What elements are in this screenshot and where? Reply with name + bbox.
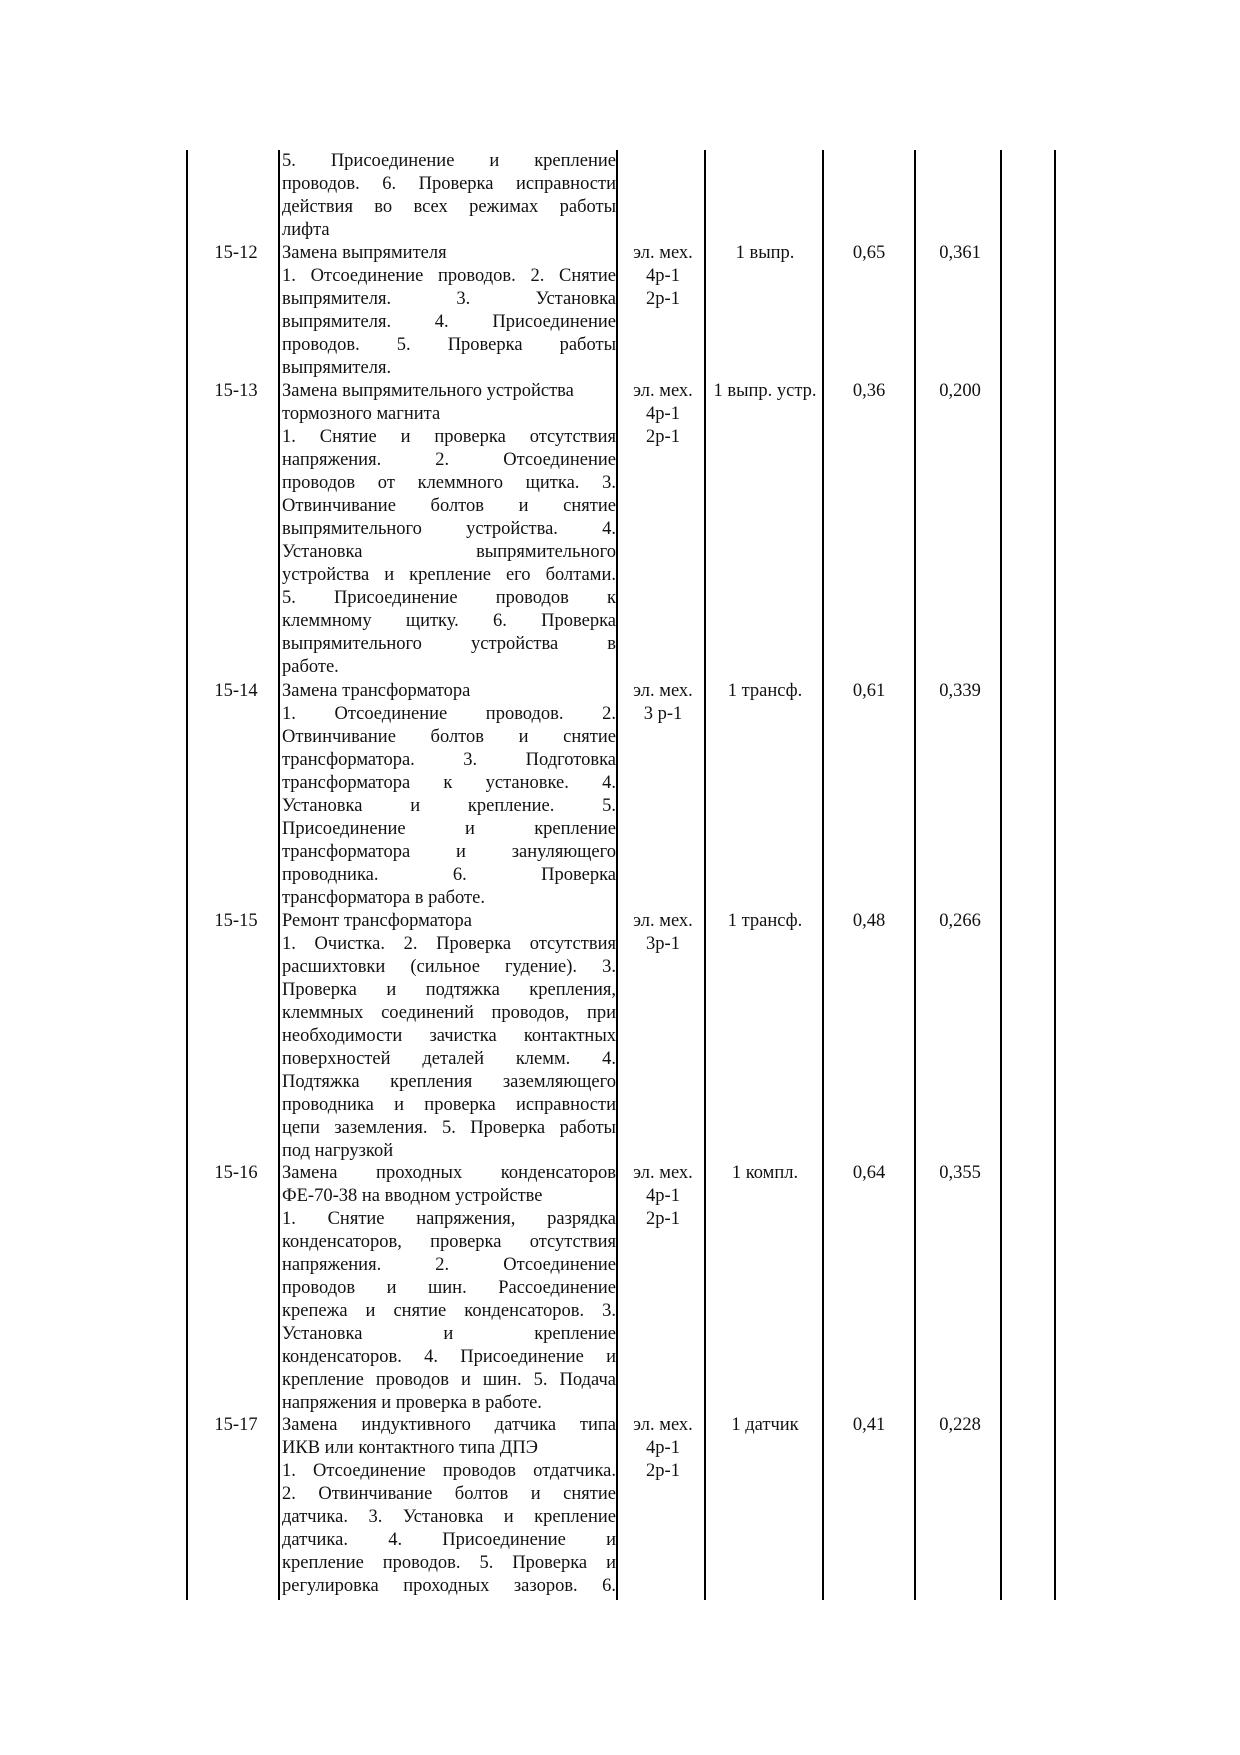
- crew-line: 3 р-1: [643, 704, 683, 724]
- measure-unit: 1 компл.: [731, 1163, 799, 1183]
- executor-crew: [619, 380, 707, 449]
- cost-value: 0,361: [939, 243, 981, 263]
- text-line: Установка выпрямительного: [282, 542, 616, 562]
- text-line: трансформатора и зануляющего: [282, 842, 616, 862]
- text-line: 1. Снятие напряжения, разрядка: [282, 1209, 616, 1229]
- text-line: трансформатора в работе.: [282, 888, 485, 908]
- executor-crew: [619, 680, 707, 726]
- text-line: устройства и крепление его болтами.: [282, 565, 616, 585]
- text-line: проводов и шин. Рассоединение: [282, 1278, 616, 1298]
- crew-line: эл. мех.: [633, 1415, 693, 1435]
- text-line: проводника. 6. Проверка: [282, 865, 616, 885]
- work-description: [282, 1162, 616, 1415]
- row-number: 15-13: [214, 381, 258, 401]
- text-line: Замена выпрямительного устройства: [282, 381, 574, 401]
- text-line: Отвинчивание болтов и снятие: [282, 727, 616, 747]
- measure-unit: 1 выпр. устр.: [713, 381, 817, 401]
- text-line: проводов. 6. Проверка исправности: [282, 174, 616, 194]
- text-line: расшихтовки (сильное гудение). 3.: [282, 957, 616, 977]
- crew-line: 4р-1: [646, 266, 680, 286]
- text-line: ИКВ или контактного типа ДПЭ: [282, 1438, 538, 1458]
- text-line: напряжения. 2. Отсоединение: [282, 450, 616, 470]
- measure-unit: 1 выпр.: [735, 243, 795, 263]
- text-line: Замена индуктивного датчика типа: [282, 1415, 616, 1435]
- work-description: [282, 680, 616, 910]
- column-border: [1054, 150, 1056, 1600]
- text-line: лифта: [282, 220, 330, 240]
- cost-value: 0,228: [939, 1415, 981, 1435]
- text-line: ФЕ-70-38 на вводном устройстве: [282, 1186, 543, 1206]
- cost-value: 0,266: [939, 911, 981, 931]
- row-number: 15-16: [214, 1163, 258, 1183]
- text-line: Замена трансформатора: [282, 681, 471, 701]
- text-line: 1. Очистка. 2. Проверка отсутствия: [282, 934, 616, 954]
- text-line: 5. Присоединение и крепление: [282, 151, 616, 171]
- text-line: Отвинчивание болтов и снятие: [282, 496, 616, 516]
- time-norm: 0,41: [852, 1415, 886, 1435]
- text-line: цепи заземления. 5. Проверка работы: [282, 1118, 616, 1138]
- column-border: [704, 150, 706, 1600]
- text-line: датчика. 4. Присоединение и: [282, 1530, 616, 1550]
- column-border: [914, 150, 916, 1600]
- crew-line: эл. мех.: [633, 1163, 693, 1183]
- time-norm: 0,48: [852, 911, 886, 931]
- work-description: [282, 910, 616, 1163]
- text-line: выпрямителя.: [282, 358, 392, 378]
- executor-crew: [619, 1162, 707, 1231]
- text-line: проводника и проверка исправности: [282, 1095, 616, 1115]
- executor-crew: [619, 1414, 707, 1483]
- text-line: 1. Отсоединение проводов. 2. Снятие: [282, 266, 616, 286]
- work-description: [282, 380, 616, 679]
- text-line: Установка и крепление. 5.: [282, 796, 616, 816]
- text-line: датчика. 3. Установка и крепление: [282, 1507, 616, 1527]
- column-border: [822, 150, 824, 1600]
- row-number: 15-14: [214, 681, 258, 701]
- text-line: под нагрузкой: [282, 1141, 394, 1161]
- cost-value: 0,355: [939, 1163, 981, 1183]
- executor-crew: [619, 910, 707, 956]
- work-description: [282, 242, 616, 380]
- crew-line: эл. мех.: [633, 243, 693, 263]
- row-number: 15-12: [214, 243, 258, 263]
- crew-line: 2р-1: [646, 427, 680, 447]
- column-border: [1000, 150, 1002, 1600]
- text-line: 2. Отвинчивание болтов и снятие: [282, 1484, 616, 1504]
- text-line: конденсаторов, проверка отсутствия: [282, 1232, 616, 1252]
- time-norm: 0,36: [852, 381, 886, 401]
- measure-unit: 1 трансф.: [727, 911, 803, 931]
- text-line: крепежа и снятие конденсаторов. 3.: [282, 1301, 616, 1321]
- crew-line: 2р-1: [646, 289, 680, 309]
- row-number: 15-15: [214, 911, 258, 931]
- text-line: Установка и крепление: [282, 1324, 616, 1344]
- crew-line: 4р-1: [646, 404, 680, 424]
- text-line: Присоединение и крепление: [282, 819, 616, 839]
- crew-line: 3р-1: [646, 934, 680, 954]
- executor-crew: [619, 242, 707, 311]
- crew-line: 2р-1: [646, 1209, 680, 1229]
- text-line: клеммному щитку. 6. Проверка: [282, 611, 616, 631]
- text-line: проводов от клеммного щитка. 3.: [282, 473, 616, 493]
- crew-line: 4р-1: [646, 1186, 680, 1206]
- measure-unit: 1 датчик: [731, 1415, 799, 1435]
- text-line: выпрямителя. 3. Установка: [282, 289, 616, 309]
- text-line: выпрямителя. 4. Присоединение: [282, 312, 616, 332]
- measure-unit: 1 трансф.: [727, 681, 803, 701]
- text-line: Ремонт трансформатора: [282, 911, 473, 931]
- column-border: [278, 150, 280, 1600]
- text-line: 5. Присоединение проводов к: [282, 588, 616, 608]
- text-line: выпрямительного устройства в: [282, 634, 616, 654]
- text-line: поверхностей деталей клемм. 4.: [282, 1049, 616, 1069]
- time-norm: 0,61: [852, 681, 886, 701]
- text-line: 1. Отсоединение проводов отдатчика.: [282, 1461, 616, 1481]
- column-border: [616, 150, 618, 1600]
- cost-value: 0,339: [939, 681, 981, 701]
- text-line: необходимости зачистка контактных: [282, 1026, 616, 1046]
- text-line: клеммных соединений проводов, при: [282, 1003, 616, 1023]
- text-line: проводов. 5. Проверка работы: [282, 335, 616, 355]
- time-norm: 0,64: [852, 1163, 886, 1183]
- text-line: 1. Снятие и проверка отсутствия: [282, 427, 616, 447]
- crew-line: эл. мех.: [633, 381, 693, 401]
- cost-value: 0,200: [939, 381, 981, 401]
- text-line: Замена проходных конденсаторов: [282, 1163, 616, 1183]
- text-line: крепление проводов. 5. Проверка и: [282, 1553, 616, 1573]
- text-line: регулировка проходных зазоров. 6.: [282, 1576, 616, 1596]
- text-line: крепление проводов и шин. 5. Подача: [282, 1370, 616, 1390]
- text-line: Замена выпрямителя: [282, 243, 447, 263]
- text-line: напряжения. 2. Отсоединение: [282, 1255, 616, 1275]
- text-line: 1. Отсоединение проводов. 2.: [282, 704, 616, 724]
- continued-description: [282, 150, 616, 242]
- text-line: работе.: [282, 657, 339, 677]
- row-number: 15-17: [214, 1415, 258, 1435]
- text-line: напряжения и проверка в работе.: [282, 1393, 542, 1413]
- crew-line: эл. мех.: [633, 911, 693, 931]
- crew-line: эл. мех.: [633, 681, 693, 701]
- text-line: действия во всех режимах работы: [282, 197, 616, 217]
- work-description: [282, 1414, 616, 1598]
- column-border: [186, 150, 188, 1600]
- crew-line: 4р-1: [646, 1438, 680, 1458]
- text-line: Подтяжка крепления заземляющего: [282, 1072, 616, 1092]
- text-line: конденсаторов. 4. Присоединение и: [282, 1347, 616, 1367]
- text-line: выпрямительного устройства. 4.: [282, 519, 616, 539]
- text-line: Проверка и подтяжка крепления,: [282, 980, 616, 1000]
- time-norm: 0,65: [852, 243, 886, 263]
- text-line: трансформатора к установке. 4.: [282, 773, 616, 793]
- text-line: тормозного магнита: [282, 404, 441, 424]
- crew-line: 2р-1: [646, 1461, 680, 1481]
- text-line: трансформатора. 3. Подготовка: [282, 750, 616, 770]
